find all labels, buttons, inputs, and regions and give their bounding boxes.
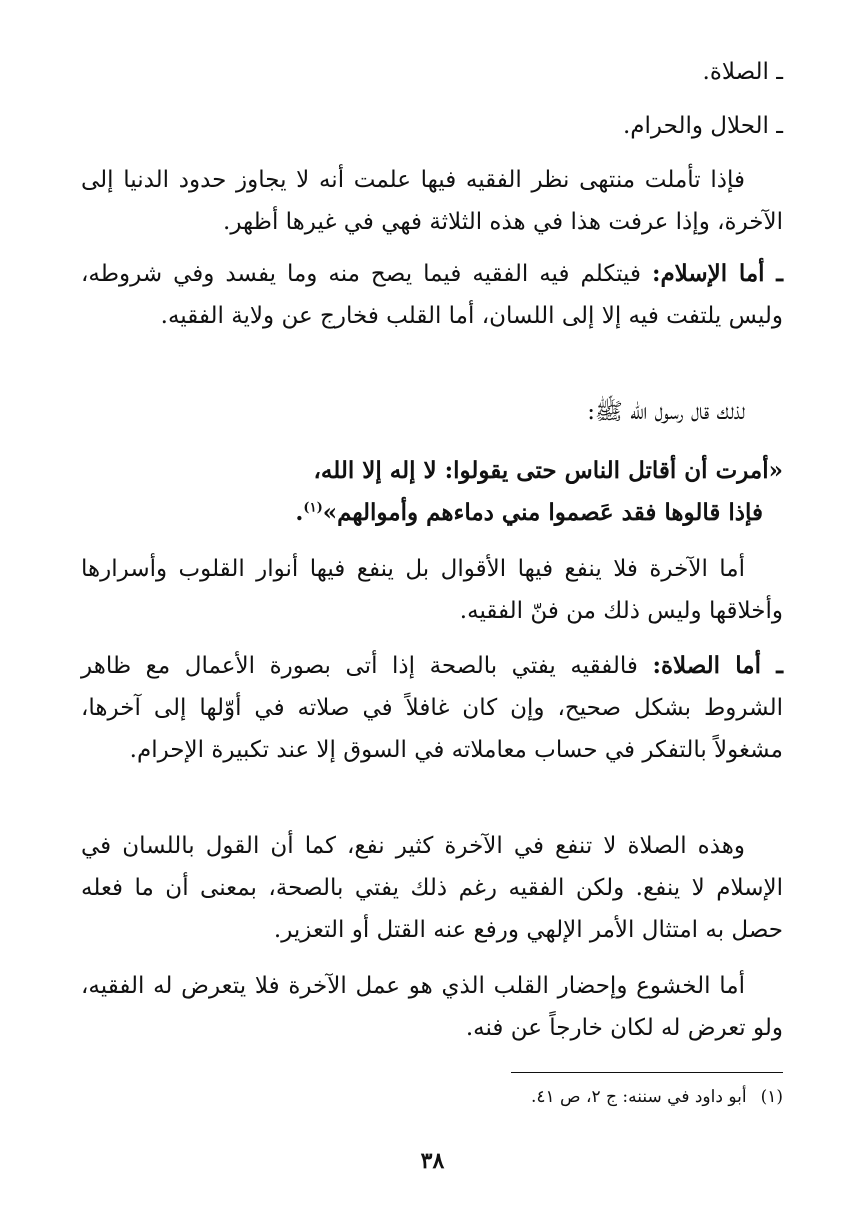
bullet-halal-haram: ـ الحلال والحرام. — [622, 113, 783, 139]
paragraph-hereafter: أما الآخرة فلا ينفع فيها الأقوال بل ينفع فيها أنوار القلوب وأسرارها وأخلاقها وليس ذلك من فنّ الفقيه. — [81, 556, 783, 624]
hadith-quote — [81, 450, 783, 534]
footnote — [81, 1082, 783, 1112]
page-number: ٣٨ — [420, 1148, 445, 1174]
paragraph-islam-body: فيتكلم فيه الفقيه فيما يصح منه وما يفسد وفي شروطه، وليس يلتفت فيه إلا إلى اللسان، أما القلب فخارج عن ولاية الفقيه. — [81, 261, 783, 329]
footnote-divider — [511, 1072, 783, 1073]
paragraph-prayer-body: فالفقيه يفتي بالصحة إذا أتى بصورة الأعمال مع ظاهر الشروط بشكل صحيح، وإن كان غافلاً في صلاته في أوّلها إلى آخرها، مشغولاً بالتفكر في حساب معاملاته في السوق إلا عند تكبيرة الإحرام. — [81, 653, 783, 763]
hadith-line-2-text: فإذا قالوها فقد عَصموا مني دماءهم وأموالهم» — [322, 499, 763, 526]
hadith-line-1: «أمرت أن أقاتل الناس حتى يقولوا: لا إله إلا الله، — [313, 457, 783, 484]
hadith-end-dot: . — [295, 499, 304, 526]
heading-islam: ـ أما الإسلام: — [651, 260, 783, 287]
paragraph-prayer-benefit: وهذه الصلاة لا تنفع في الآخرة كثير نفع، كما أن القول باللسان في الإسلام لا ينفع. ولكن الفقيه رغم ذلك يفتي بالصحة، بمعنى أن ما فعله حصل به امتثال الأمر الإلهي ورفع عنه القتل أو التعزير. — [81, 833, 783, 943]
hadith-line-2 — [81, 492, 783, 534]
heading-prayer: ـ أما الصلاة: — [652, 652, 783, 679]
paragraph-humility: أما الخشوع وإحضار القلب الذي هو عمل الآخرة فلا يتعرض له الفقيه، ولو تعرض له لكان خارجاً عن فنه. — [81, 973, 783, 1041]
bullet-prayer: ـ الصلاة. — [702, 59, 783, 85]
footnote-ref[interactable]: (١) — [303, 500, 323, 516]
paragraph-prophet-said: لذلك قال رسول الله ﷺ: — [587, 399, 745, 425]
footnote-text: أبو داود في سننه: ج ٢، ص ٤١. — [530, 1087, 747, 1107]
footnote-number: (١) — [760, 1087, 783, 1107]
paragraph-prayer — [81, 645, 783, 771]
paragraph-jurist-limits: فإذا تأملت منتهى نظر الفقيه فيها علمت أنه لا يجاوز حدود الدنيا إلى الآخرة، وإذا عرفت هذا في هذه الثلاثة فهي في غيرها أظهر. — [81, 167, 783, 235]
paragraph-islam — [81, 253, 783, 337]
